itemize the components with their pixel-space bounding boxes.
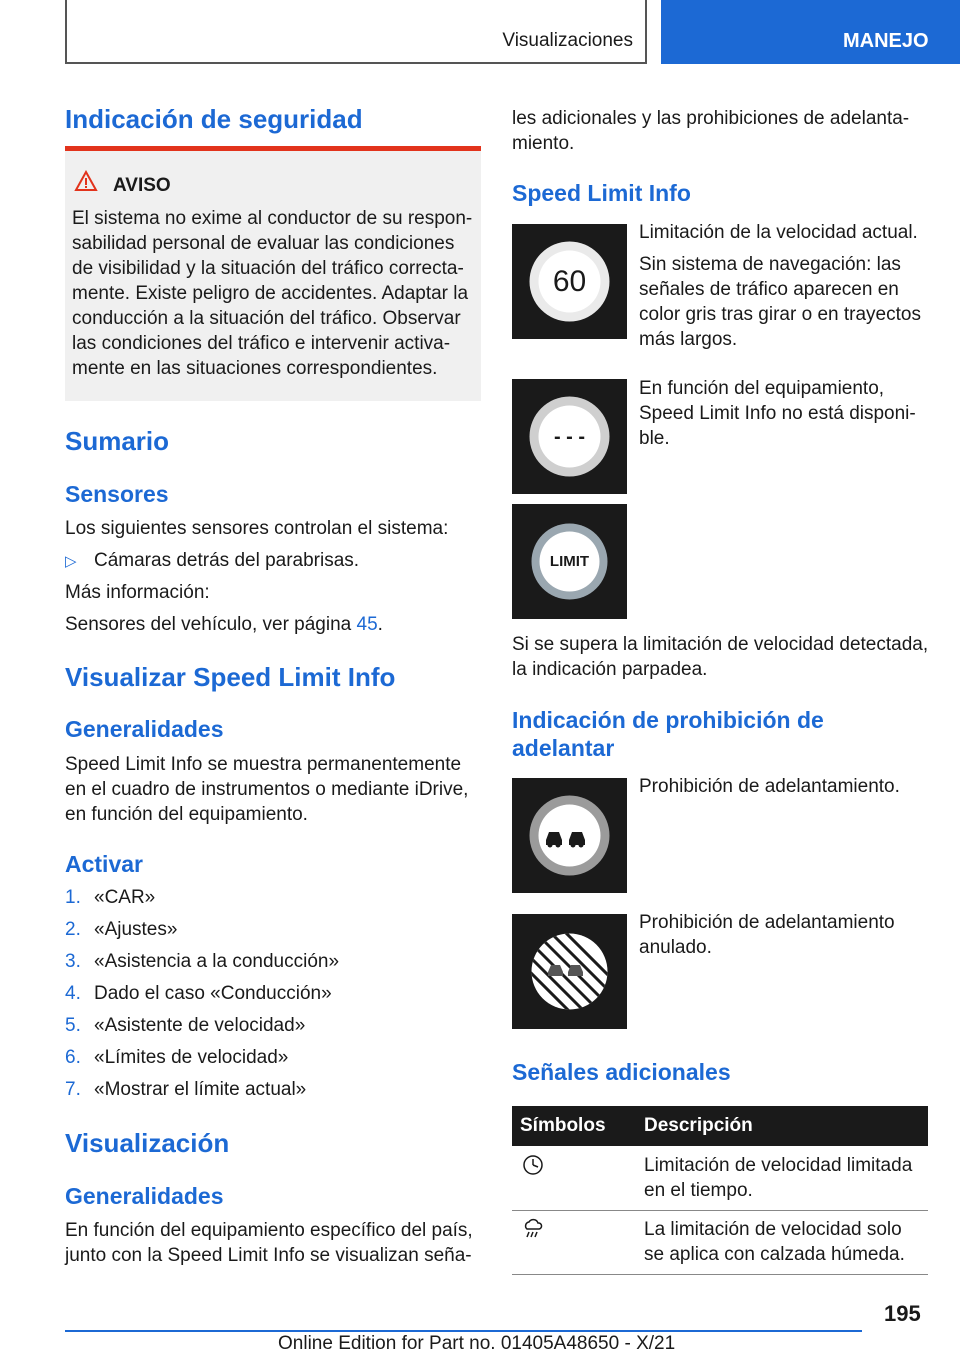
sensors-ref-text: Sensores del vehículo, ver página bbox=[65, 614, 357, 635]
end-no-overtaking-icon bbox=[512, 914, 627, 1029]
general2-line: En función del equipamiento específico del país, bbox=[65, 1220, 473, 1241]
table-cell-line: La limitación de velocidad solo bbox=[644, 1219, 902, 1240]
sign-dash-line: Speed Limit Info no está disponi‐ bbox=[639, 403, 916, 424]
sign-60-value: 60 bbox=[552, 265, 587, 298]
sign-60-note-line: color gris tras girar o en trayectos bbox=[639, 304, 921, 325]
sign-dash-value: - - - bbox=[553, 426, 586, 448]
header-chapter-label: MANEJO bbox=[843, 30, 929, 52]
sign-60-note bbox=[639, 252, 939, 352]
step-number: 6. bbox=[65, 1047, 81, 1068]
sign-60-note-line: señales de tráfico aparecen en bbox=[639, 279, 899, 300]
general-line: en el cuadro de instrumentos o mediante iDrive, bbox=[65, 779, 469, 800]
step-number: 5. bbox=[65, 1015, 81, 1036]
warning-line: sabilidad personal de evaluar las condiciones bbox=[72, 233, 455, 254]
table-cell-line: en el tiempo. bbox=[644, 1180, 753, 1201]
general-line: Speed Limit Info se muestra permanentemente bbox=[65, 754, 462, 775]
warning-line: conducción a la situación del tráfico. Observar bbox=[72, 308, 461, 329]
footer-rule bbox=[65, 1330, 862, 1332]
table-cell-line: se aplica con calzada húmeda. bbox=[644, 1244, 905, 1265]
table-row bbox=[644, 1217, 924, 1267]
subheading-general-2: Generalidades bbox=[65, 1183, 224, 1209]
speed-limit-unavailable-icon bbox=[512, 379, 627, 494]
sensors-bullet: Cámaras detrás del parabrisas. bbox=[94, 550, 360, 571]
step-text: Dado el caso «Conducción» bbox=[94, 983, 332, 1004]
subheading-no-overtaking bbox=[512, 706, 824, 762]
warning-line: de visibilidad y la situación del tráfico correcta‐ bbox=[72, 258, 464, 279]
no-overtaking-sign-image bbox=[512, 778, 627, 893]
exceed-line: Si se supera la limitación de velocidad detectada, bbox=[512, 634, 929, 655]
subheading-no-overtaking-line: adelantar bbox=[512, 735, 615, 761]
general2-text bbox=[65, 1218, 473, 1268]
page-link[interactable]: 45 bbox=[356, 614, 378, 635]
exceed-line: la indicación parpadea. bbox=[512, 659, 708, 680]
header-chapter-tab bbox=[661, 0, 960, 64]
step-number: 2. bbox=[65, 919, 81, 940]
page-number: 195 bbox=[884, 1301, 921, 1326]
subheading-general: Generalidades bbox=[65, 716, 224, 742]
subheading-no-overtaking-line: Indicación de prohibición de bbox=[512, 707, 824, 733]
continued-line: les adicionales y las prohibiciones de adelanta‐ bbox=[512, 108, 910, 129]
continued-text bbox=[512, 106, 909, 156]
subheading-additional-signs: Señales adicionales bbox=[512, 1059, 731, 1085]
no-overtaking-caption: Prohibición de adelantamiento. bbox=[639, 776, 900, 797]
no-overtaking-icon bbox=[512, 778, 627, 893]
speed-limit-60-sign-image bbox=[512, 224, 627, 339]
table-header-symbols: Símbolos bbox=[520, 1115, 606, 1136]
end-no-overtaking-caption bbox=[639, 910, 939, 960]
warning-line: El sistema no exime al conductor de su respon‐ bbox=[72, 208, 473, 229]
heading-visualization: Visualización bbox=[65, 1128, 230, 1158]
table-divider bbox=[512, 1274, 928, 1275]
step-number: 7. bbox=[65, 1079, 81, 1100]
heading-summary: Sumario bbox=[65, 426, 170, 456]
general2-line: junto con la Speed Limit Info se visualizan seña‐ bbox=[65, 1245, 472, 1266]
continued-line: miento. bbox=[512, 133, 575, 154]
table-header bbox=[512, 1106, 928, 1146]
table-divider bbox=[512, 1210, 928, 1211]
header-section-box bbox=[65, 0, 647, 64]
header-section-title: Visualizaciones bbox=[502, 30, 633, 51]
end-no-overtaking-line: Prohibición de adelantamiento bbox=[639, 912, 895, 933]
sign-dash-caption bbox=[639, 376, 939, 451]
warning-label: AVISO bbox=[113, 175, 171, 196]
sign-60-note-line: más largos. bbox=[639, 329, 738, 350]
table-row bbox=[644, 1153, 924, 1203]
end-no-overtaking-line: anulado. bbox=[639, 937, 712, 958]
step-number: 1. bbox=[65, 887, 81, 908]
exceed-text bbox=[512, 632, 932, 682]
sign-dash-line: En función del equipamiento, bbox=[639, 378, 885, 399]
sign-60-caption: Limitación de la velocidad actual. bbox=[639, 222, 918, 243]
step-text: «Ajustes» bbox=[94, 919, 178, 940]
speed-limit-unavailable-sign-image bbox=[512, 379, 627, 494]
step-number: 3. bbox=[65, 951, 81, 972]
step-text: «Asistente de velocidad» bbox=[94, 1015, 306, 1036]
sensors-intro: Los siguientes sensores controlan el sistema: bbox=[65, 518, 449, 539]
footer-edition: Online Edition for Part no. 01405A48650 - X/21 bbox=[278, 1333, 676, 1354]
sign-limit-value: LIMIT bbox=[549, 553, 590, 570]
general-line: en función del equipamiento. bbox=[65, 804, 308, 825]
warning-triangle-icon bbox=[74, 170, 98, 192]
warning-text bbox=[72, 206, 477, 381]
warning-line: mente. Existe peligro de accidentes. Adaptar la bbox=[72, 283, 469, 304]
subheading-sensors: Sensores bbox=[65, 481, 169, 507]
table-header-description: Descripción bbox=[644, 1115, 753, 1136]
step-text: «Mostrar el límite actual» bbox=[94, 1079, 307, 1100]
sensors-ref-end: . bbox=[377, 614, 383, 635]
rain-cloud-icon bbox=[522, 1218, 544, 1240]
step-text: «CAR» bbox=[94, 887, 156, 908]
heading-safety: Indicación de seguridad bbox=[65, 104, 363, 134]
warning-line: mente en las situaciones correspondientes. bbox=[72, 358, 438, 379]
heading-display-sli: Visualizar Speed Limit Info bbox=[65, 662, 396, 692]
step-text: «Asistencia a la conducción» bbox=[94, 951, 340, 972]
speed-limit-sign-icon bbox=[512, 224, 627, 339]
general-text bbox=[65, 752, 468, 827]
speed-limit-limit-sign-image bbox=[512, 504, 627, 619]
subheading-activate: Activar bbox=[65, 851, 143, 877]
step-number: 4. bbox=[65, 983, 81, 1004]
sign-dash-line: ble. bbox=[639, 428, 670, 449]
bullet-triangle-icon: ▷ bbox=[65, 553, 77, 570]
sensors-reference bbox=[65, 612, 383, 637]
sign-60-note-line: Sin sistema de navegación: las bbox=[639, 254, 901, 275]
limit-sign-icon bbox=[512, 504, 627, 619]
warning-line: las condiciones del tráfico e intervenir activa‐ bbox=[72, 333, 451, 354]
table-cell-line: Limitación de velocidad limitada bbox=[644, 1155, 913, 1176]
step-text: «Límites de velocidad» bbox=[94, 1047, 289, 1068]
end-no-overtaking-sign-image bbox=[512, 914, 627, 1029]
more-info: Más información: bbox=[65, 582, 210, 603]
subheading-speed-limit-info: Speed Limit Info bbox=[512, 180, 691, 206]
clock-icon bbox=[522, 1154, 544, 1176]
